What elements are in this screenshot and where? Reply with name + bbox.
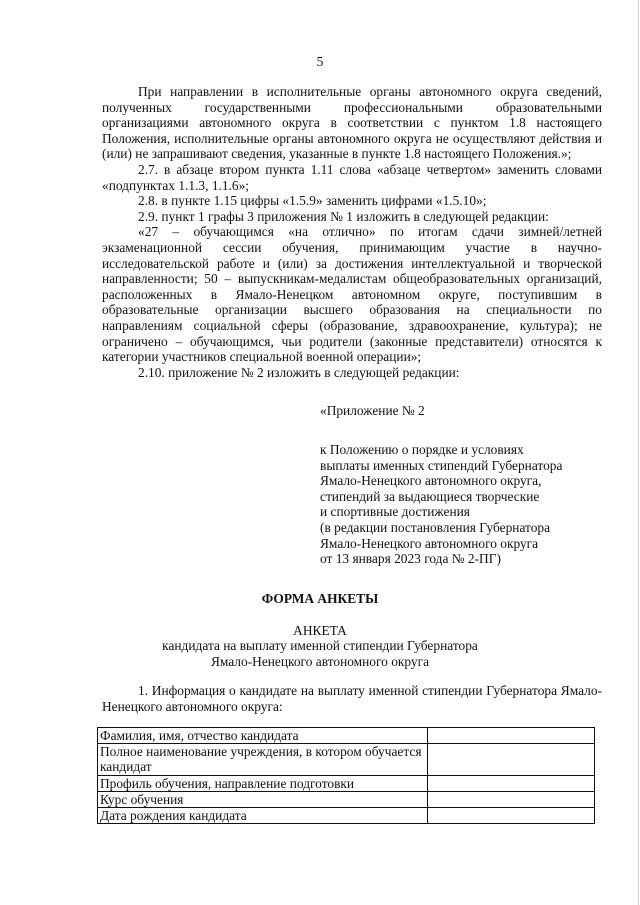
appendix-title	[320, 403, 620, 419]
table-cell-label: Полное наименование учреждения, в котором обучается кандидат	[98, 744, 428, 775]
form-subtitle-line: Ямало-Ненецкого автономного округа	[210, 654, 430, 669]
table-row	[98, 728, 595, 744]
paragraph-quote-27: «27 – обучающимся «на отлично» по итогам сдачи зимней/летней экзаменационной сессии обучения, принимающим участие в научно-исследовательской работе и (или) за достижения интеллектуальной и творческой направленности; 50 – выпускникам-медалистам общеобразовательных организаций, расположенных в Ямало-Ненецком автономном округе, поступившим в образовательные организации высшего образования на специальности по направлениям социальной сферы (образование, здравоохранение, культура); не ограничено – обучающимся, чьи родители (законные представители) относятся к категории участников специальной военной операции»;	[102, 224, 602, 365]
form-heading: ФОРМА АНКЕТЫ	[261, 591, 379, 606]
appendix-line: стипендий за выдающиеся творческие	[320, 488, 540, 504]
appendix-block	[320, 442, 620, 567]
appendix-title-text: «Приложение № 2	[320, 403, 425, 418]
body-text	[102, 84, 602, 380]
appendix-line: к Положению о порядке и условиях	[320, 442, 524, 457]
section-1-intro	[102, 683, 602, 714]
table-cell-label: Курс обучения	[98, 791, 428, 807]
appendix-line: Ямало-Ненецкого автономного округа	[320, 535, 539, 551]
page-number: 5	[316, 54, 324, 69]
table-cell-label: Профиль обучения, направление подготовки	[98, 775, 428, 791]
table-row	[98, 775, 595, 791]
paragraph-2-7: 2.7. в абзаце втором пункта 1.11 слова «абзаце четвертом» заменить словами «подпунктах 1.1.3, 1.1.6»;	[102, 161, 602, 193]
form-subtitle-line: кандидата на выплату именной стипендии Губернатора	[162, 638, 478, 653]
table-cell-label: Дата рождения кандидата	[98, 808, 428, 824]
paragraph-2-9: 2.9. пункт 1 графы 3 приложения № 1 изложить в следующей редакции:	[138, 208, 549, 224]
table-cell-value[interactable]	[428, 808, 595, 824]
table-row	[98, 744, 595, 775]
table-cell-value[interactable]	[428, 728, 595, 744]
appendix-line: Ямало-Ненецкого автономного округа,	[320, 473, 542, 489]
table-row	[98, 808, 595, 824]
table-row	[98, 791, 595, 807]
form-title: АНКЕТА	[293, 623, 347, 638]
paragraph-1: При направлении в исполнительные органы автономного округа сведений, полученных государственными профессиональными образовательными организациями автономного округа в соответствии с пунктом 1.8 настоящего Положения, исполнительные органы автономного округа не осуществляют действия и (или) не запрашивают сведения, указанные в пункте 1.8 настоящего Положения.»;	[102, 84, 602, 162]
table-cell-value[interactable]	[428, 791, 595, 807]
paragraph-2-8: 2.8. в пункте 1.15 цифры «1.5.9» заменить цифрами «1.5.10»;	[138, 193, 487, 209]
appendix-line: и спортивные достижения	[320, 504, 470, 520]
paragraph-2-10: 2.10. приложение № 2 изложить в следующей редакции:	[138, 364, 460, 380]
table-cell-label: Фамилия, имя, отчество кандидата	[98, 728, 428, 744]
table-cell-value[interactable]	[428, 744, 595, 775]
appendix-line: от 13 января 2023 года № 2-ПГ)	[320, 551, 501, 567]
section-1-text: 1. Информация о кандидате на выплату именной стипендии Губернатора Ямало-Ненецкого автономного округа:	[102, 683, 602, 714]
table-cell-value[interactable]	[428, 775, 595, 791]
appendix-line: выплаты именных стипендий Губернатора	[320, 457, 563, 473]
candidate-info-table	[97, 727, 595, 824]
appendix-line: (в редакции постановления Губернатора	[320, 519, 551, 535]
